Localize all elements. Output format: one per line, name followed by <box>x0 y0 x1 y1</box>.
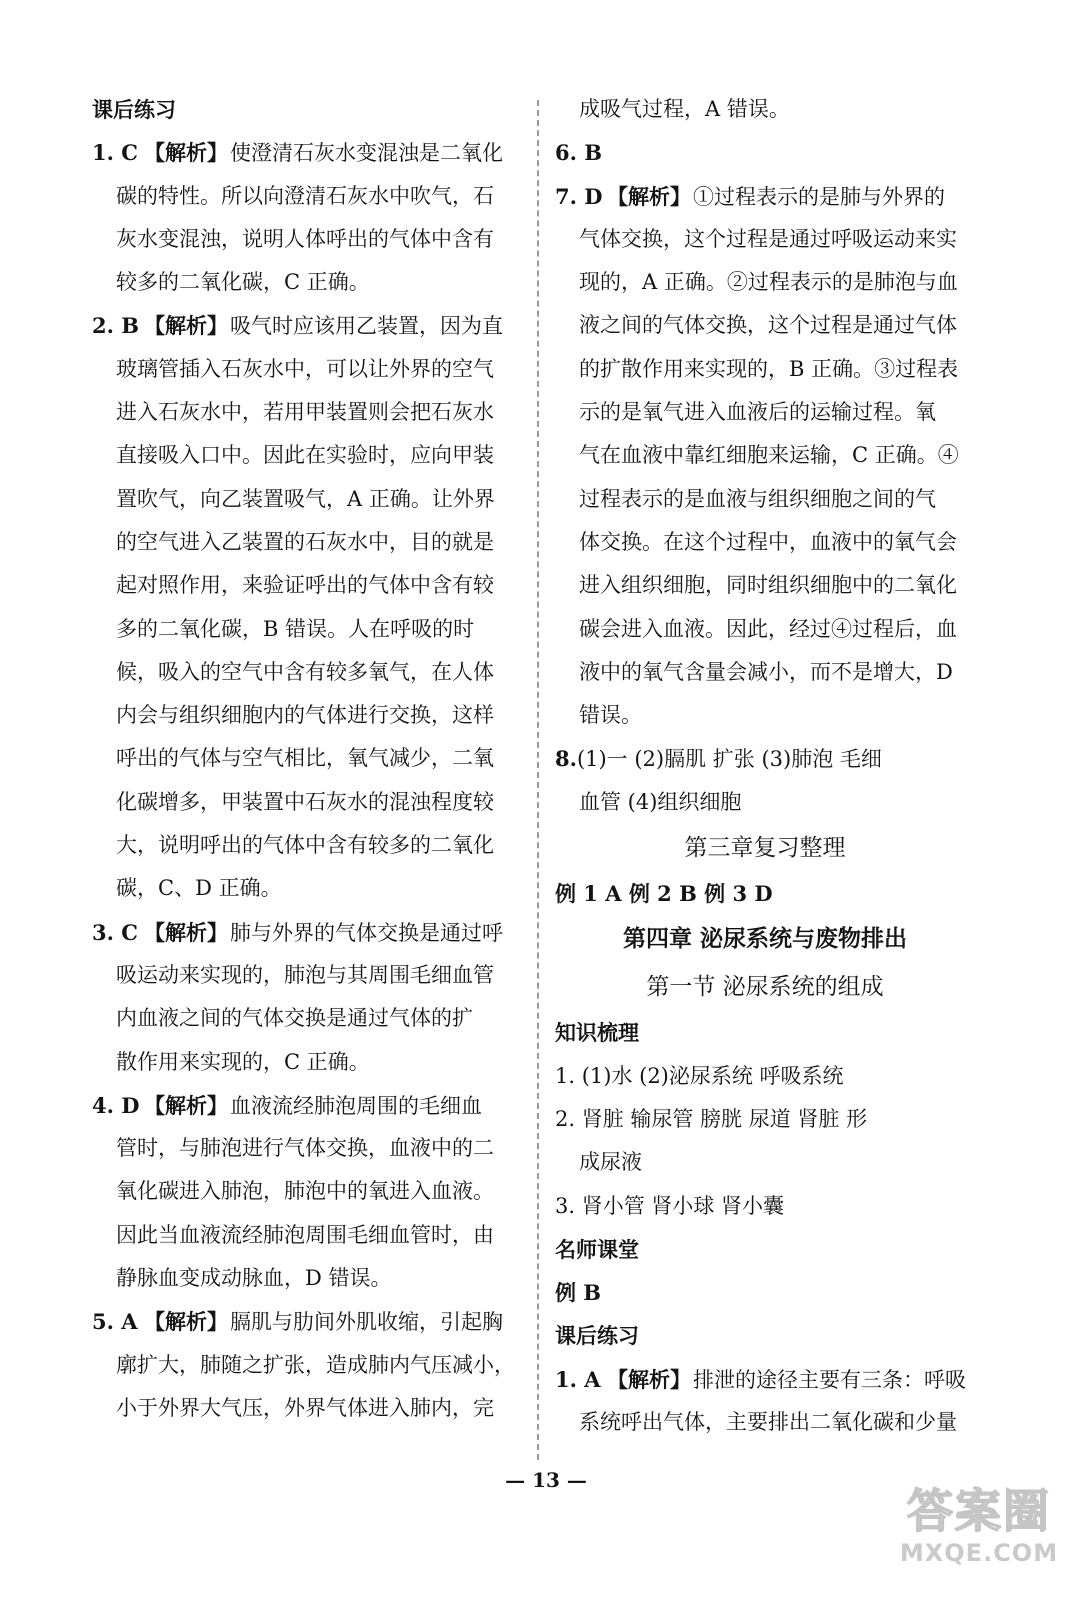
classroom-example: 例 B <box>555 1280 602 1306</box>
question-1-line: 碳的特性。所以向澄清石灰水中吹气，石 <box>116 183 494 208</box>
question-7-line: 现的，A 正确。②过程表示的是肺泡与血 <box>579 270 958 295</box>
question-text: ①过程表示的是肺与外界的 <box>693 184 945 209</box>
right-column <box>555 88 975 1444</box>
analysis-tag: 【解析】 <box>144 919 228 945</box>
question-2-line: 多的二氧化碳，B 错误。人在呼吸的时 <box>116 616 475 641</box>
question-7-line-1 <box>555 175 975 218</box>
practice-question-1-line-1 <box>555 1358 975 1401</box>
question-2-line: 玻璃管插入石灰水中，可以让外界的空气 <box>116 356 494 381</box>
watermark-text: 答案圈 <box>907 1484 1051 1538</box>
question-text: 吸气时应该用乙装置，因为直 <box>230 314 503 339</box>
question-6: 6. B <box>555 140 602 166</box>
question-4-line: 静脉血变成动脉血，D 错误。 <box>116 1266 392 1291</box>
question-2-line: 起对照作用，来验证呼出的气体中含有较 <box>116 573 494 598</box>
question-number: 4. D <box>92 1092 140 1118</box>
question-1-line-1 <box>92 131 517 174</box>
question-8-line-2: 血管 (4)组织细胞 <box>579 789 742 814</box>
question-7-line: 气体交换，这个过程是通过呼吸运动来实 <box>579 226 957 251</box>
question-number: 8. <box>555 746 577 772</box>
question-4-line: 氧化碳进入肺泡，肺泡中的氧进入血液。 <box>116 1179 494 1204</box>
knowledge-item-3: 3. 肾小管 肾小球 肾小囊 <box>555 1193 785 1218</box>
review-title: 第三章复习整理 <box>684 835 846 862</box>
question-2-line: 碳，C、D 正确。 <box>116 876 282 901</box>
question-2-line: 置吹气，向乙装置吸气，A 正确。让外界 <box>116 486 495 511</box>
question-text: 血液流经肺泡周围的毛细血 <box>230 1093 482 1118</box>
question-7-line: 气在血液中靠红细胞来运输，C 正确。④ <box>579 443 959 468</box>
page-number: — 13 — <box>505 1468 587 1492</box>
question-2-line: 大，说明呼出的气体中含有较多的二氧化 <box>116 833 494 858</box>
question-text: 使澄清石灰水变混浊是二氧化 <box>230 141 503 166</box>
question-2-line: 候，吸入的空气中含有较多氧气，在人体 <box>116 659 494 684</box>
question-2-line: 内会与组织细胞内的气体进行交换，这样 <box>116 703 494 728</box>
question-8-line-1 <box>555 737 975 780</box>
question-number: 2. B <box>92 313 139 339</box>
question-2-line: 呼出的气体与空气相比，氧气减少，二氧 <box>116 746 494 771</box>
analysis-tag: 【解析】 <box>607 183 691 209</box>
question-5-continued: 成吸气过程，A 错误。 <box>579 97 790 121</box>
question-7-line: 碳会进入血液。因此，经过④过程后，血 <box>579 616 957 641</box>
question-5-line-1 <box>92 1300 517 1343</box>
question-3-line: 内血液之间的气体交换是通过气体的扩 <box>116 1006 473 1031</box>
question-7-line: 体交换。在这个过程中，血液中的氧气会 <box>579 529 957 554</box>
classroom-heading: 名师课堂 <box>555 1236 639 1262</box>
column-divider <box>537 100 539 1460</box>
knowledge-item-2-line-2: 成尿液 <box>579 1150 642 1175</box>
question-4-line: 管时，与肺泡进行气体交换，血液中的二 <box>116 1136 494 1161</box>
question-number: 1. C <box>92 140 138 166</box>
question-2-line: 的空气进入乙装置的石灰水中，目的就是 <box>116 529 494 554</box>
question-7-line: 的扩散作用来实现的，B 正确。③过程表 <box>579 356 959 381</box>
question-number: 7. D <box>555 183 603 209</box>
question-number: 5. A <box>92 1309 138 1335</box>
analysis-tag: 【解析】 <box>144 313 228 339</box>
section-title: 第一节 泌尿系统的组成 <box>646 974 884 1001</box>
question-7-line: 示的是氧气进入血液后的运输过程。氧 <box>579 400 936 425</box>
question-7-line: 液之间的气体交换，这个过程是通过气体 <box>579 313 957 338</box>
analysis-tag: 【解析】 <box>144 1309 228 1335</box>
question-number: 1. A <box>555 1366 601 1392</box>
analysis-tag: 【解析】 <box>607 1366 691 1392</box>
question-text: 膈肌与肋间外肌收缩，引起胸 <box>230 1310 503 1335</box>
question-7-line: 过程表示的是血液与组织细胞之间的气 <box>579 486 936 511</box>
watermark-url: MXQE.COM <box>899 1539 1059 1567</box>
left-column <box>92 88 517 1430</box>
question-7-line: 液中的氧气含量会减小，而不是增大，D <box>579 659 953 684</box>
section-heading-practice: 课后练习 <box>92 97 176 122</box>
question-5-line: 小于外界大气压，外界气体进入肺内，完 <box>116 1395 494 1420</box>
question-4-line-1 <box>92 1084 517 1127</box>
question-3-line: 吸运动来实现的，肺泡与其周围毛细血管 <box>116 962 494 987</box>
question-2-line: 直接吸入口中。因此在实验时，应向甲装 <box>116 443 494 468</box>
question-2-line-1 <box>92 304 517 347</box>
question-4-line: 因此当血液流经肺泡周围毛细血管时，由 <box>116 1222 494 1247</box>
question-number: 3. C <box>92 919 138 945</box>
review-examples: 例 1 A 例 2 B 例 3 D <box>555 881 773 907</box>
watermark-logo <box>884 1484 1074 1584</box>
practice-question-1-line: 系统呼出气体，主要排出二氧化碳和少量 <box>579 1410 957 1435</box>
question-2-line: 化碳增多，甲装置中石灰水的混浊程度较 <box>116 789 494 814</box>
question-2-line: 进入石灰水中，若用甲装置则会把石灰水 <box>116 400 494 425</box>
question-text: 排泄的途径主要有三条：呼吸 <box>693 1367 966 1392</box>
question-5-line: 廓扩大，肺随之扩张，造成肺内气压减小， <box>116 1352 515 1377</box>
question-3-line-1 <box>92 911 517 954</box>
analysis-tag: 【解析】 <box>144 1092 228 1118</box>
question-1-line: 灰水变混浊，说明人体呼出的气体中含有 <box>116 226 494 251</box>
question-7-line: 进入组织细胞，同时组织细胞中的二氧化 <box>579 573 957 598</box>
question-text: 肺与外界的气体交换是通过呼 <box>230 920 503 945</box>
question-7-line: 错误。 <box>579 703 642 728</box>
analysis-tag: 【解析】 <box>144 140 228 166</box>
question-text: (1)一 (2)膈肌 扩张 (3)肺泡 毛细 <box>576 747 882 772</box>
knowledge-item-2-line-1: 2. 肾脏 输尿管 膀胱 尿道 肾脏 形 <box>555 1106 868 1131</box>
question-3-line: 散作用来实现的，C 正确。 <box>116 1049 370 1074</box>
practice-heading: 课后练习 <box>555 1323 639 1349</box>
knowledge-item-1: 1. (1)水 (2)泌尿系统 呼吸系统 <box>555 1063 844 1088</box>
chapter-title: 第四章 泌尿系统与废物排出 <box>622 925 907 953</box>
knowledge-heading: 知识梳理 <box>555 1020 639 1046</box>
question-1-line: 较多的二氧化碳，C 正确。 <box>116 270 370 295</box>
